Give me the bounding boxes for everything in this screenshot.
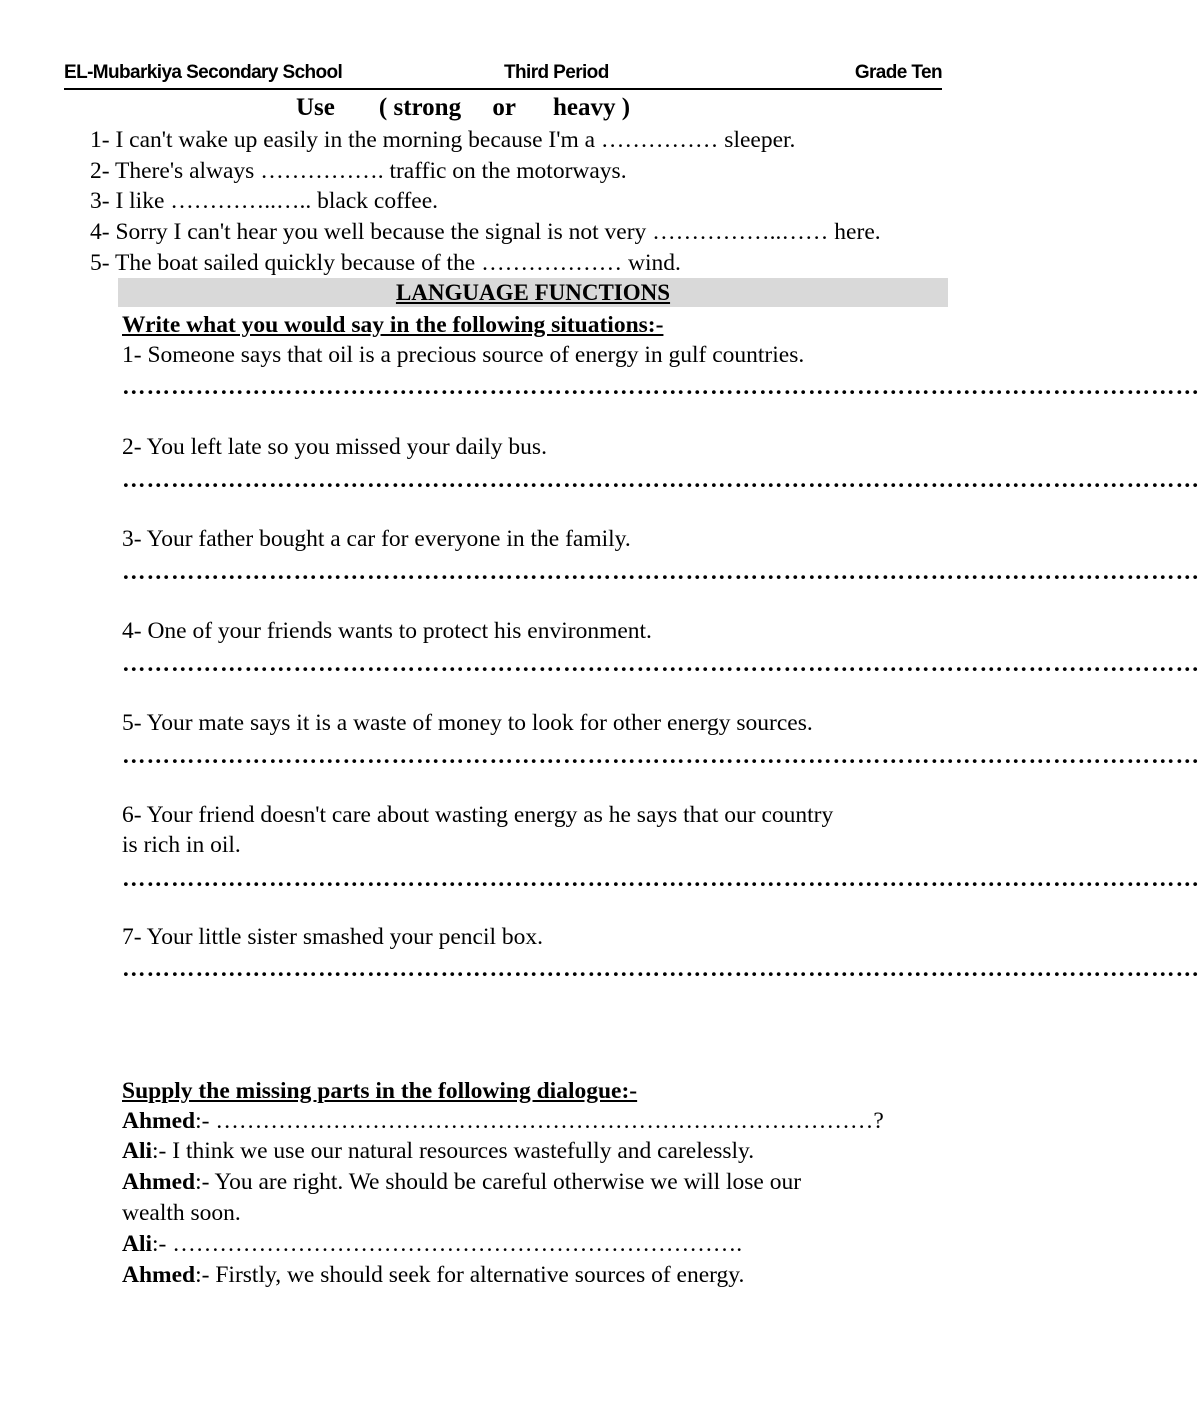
answer-line[interactable]: …………………………………………………………………………………………………………………… bbox=[122, 559, 1200, 585]
speaker: Ali bbox=[122, 1138, 153, 1164]
dialogue-line bbox=[122, 1229, 742, 1259]
separator: :- bbox=[195, 1108, 216, 1134]
situation-continued: is rich in oil. bbox=[122, 832, 241, 858]
dialogue-line bbox=[122, 1106, 884, 1136]
dialogue-line-continued: wealth soon. bbox=[122, 1200, 241, 1226]
dialogue-text: You are right. We should be careful otherwise we will lose our bbox=[214, 1169, 802, 1195]
period: Third Period bbox=[504, 62, 609, 83]
answer-line[interactable]: …………………………………………………………………………………………………………………… bbox=[122, 467, 1200, 493]
separator: :- bbox=[152, 1138, 173, 1164]
speaker: Ali bbox=[122, 1231, 153, 1257]
answer-line[interactable]: …………………………………………………………………………………………………………………… bbox=[122, 743, 1200, 769]
situation: 3- Your father bought a car for everyone in the family. bbox=[122, 526, 631, 552]
speaker: Ahmed bbox=[122, 1169, 196, 1195]
answer-line[interactable]: …………………………………………………………………………………………………………………… bbox=[122, 374, 1200, 400]
lf-instruction: Write what you would say in the following situations:- bbox=[122, 312, 664, 338]
title-choices: ( strong or heavy ) bbox=[378, 94, 631, 121]
speaker: Ahmed bbox=[122, 1108, 196, 1134]
situation: 5- Your mate says it is a waste of money to look for other energy sources. bbox=[122, 710, 813, 736]
school-name: EL-Mubarkiya Secondary School bbox=[64, 62, 343, 83]
vocab-item: 1- I can't wake up easily in the morning because I'm a …………… sleeper. bbox=[90, 127, 796, 153]
grade: Grade Ten bbox=[854, 62, 942, 83]
dialogue-blank[interactable]: ………………………………………………………………. bbox=[172, 1231, 743, 1257]
dialogue-line bbox=[122, 1136, 754, 1166]
situation: 2- You left late so you missed your daily bus. bbox=[122, 434, 547, 460]
vocab-item: 5- The boat sailed quickly because of the ……………… wind. bbox=[90, 250, 681, 276]
answer-line[interactable]: …………………………………………………………………………………………………………………… bbox=[122, 651, 1200, 677]
dialogue-line bbox=[122, 1167, 801, 1197]
vocab-title bbox=[296, 93, 630, 123]
answer-line[interactable]: …………………………………………………………………………………………………………………… bbox=[122, 866, 1200, 892]
vocab-item: 3- I like …………..….. black coffee. bbox=[90, 188, 439, 214]
vocab-item: 2- There's always ……………. traffic on the motorways. bbox=[90, 158, 627, 184]
separator: :- bbox=[195, 1262, 216, 1288]
title-use: Use bbox=[296, 94, 335, 121]
dialogue-line bbox=[122, 1260, 744, 1290]
separator: :- bbox=[195, 1169, 215, 1195]
language-functions-banner bbox=[118, 278, 948, 307]
dialogue-text: Firstly, we should seek for alternative sources of energy. bbox=[215, 1262, 745, 1288]
page-header bbox=[64, 60, 942, 90]
situation: 4- One of your friends wants to protect his environment. bbox=[122, 618, 652, 644]
dialogue-blank[interactable]: …………………………………………………………………………? bbox=[215, 1108, 884, 1134]
vocab-item: 4- Sorry I can't hear you well because the signal is not very ……………..…… here. bbox=[90, 219, 881, 245]
separator: :- bbox=[152, 1231, 173, 1257]
answer-line[interactable]: …………………………………………………………………………………………………………………… bbox=[122, 956, 1200, 982]
situation: 7- Your little sister smashed your pencil box. bbox=[122, 924, 544, 950]
dialogue-instruction: Supply the missing parts in the following dialogue:- bbox=[122, 1078, 638, 1104]
dialogue-text: I think we use our natural resources wastefully and carelessly. bbox=[172, 1138, 755, 1164]
section-heading: LANGUAGE FUNCTIONS bbox=[395, 280, 671, 305]
speaker: Ahmed bbox=[122, 1262, 196, 1288]
situation: 6- Your friend doesn't care about wasting energy as he says that our country bbox=[122, 802, 834, 828]
situation: 1- Someone says that oil is a precious source of energy in gulf countries. bbox=[122, 342, 805, 368]
